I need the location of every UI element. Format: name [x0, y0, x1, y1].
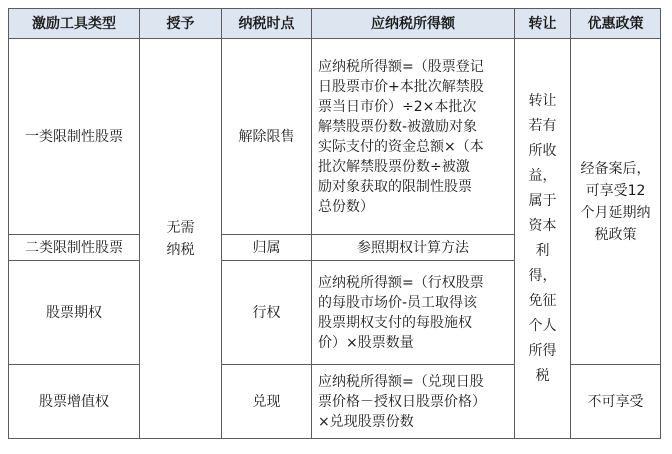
benefit-text: 经备案后，可享受12个月延期纳税政策 [580, 160, 651, 243]
formula-cell [312, 39, 515, 235]
grant-text: 无需纳税 [166, 219, 195, 258]
formula-cell: 参照期权计算方法 [312, 235, 515, 261]
formula-line: 解禁股票份数-被激励对象 [318, 118, 478, 135]
formula-line: 批次解禁股票份数÷被激 [318, 158, 470, 175]
header-tool-type: 激励工具类型 [9, 9, 140, 39]
formula-line: 励对象获取的限制性股票 [318, 178, 472, 195]
tax-table [8, 8, 661, 439]
formula-line: 票当日市价）÷2×本批次 [318, 98, 477, 115]
transfer-text: 转让若有所收益，属于资本利得，免征个人所得税 [528, 92, 557, 384]
formula-line: 实际支付的资金总额×（本 [318, 138, 484, 155]
table-row [9, 39, 661, 235]
formula-line: 应纳税所得额=（行权股票 [318, 274, 484, 291]
header-taxable-income: 应纳税所得额 [312, 9, 515, 39]
formula-line: 总份数） [318, 198, 374, 215]
tax-timing-cell: 兑现 [222, 365, 312, 439]
formula-line: 应纳税所得额=（兑现日股 [318, 373, 484, 390]
formula-line: 股票期权支付的每股施权 [318, 314, 472, 331]
formula-line: 日股票市价+本批次解禁股 [318, 78, 484, 95]
formula-line: ×兑现股票份数 [318, 413, 414, 430]
tool-type-cell: 股票期权 [9, 261, 140, 365]
header-row [9, 9, 661, 39]
grant-cell [140, 39, 222, 439]
transfer-cell [515, 39, 571, 439]
benefit-sar-cell: 不可享受 [571, 365, 661, 439]
tax-timing-cell: 解除限售 [222, 39, 312, 235]
formula-line: 应纳税所得额=（股票登记 [318, 58, 484, 75]
header-tax-timing: 纳税时点 [222, 9, 312, 39]
formula-line: 的每股市场价-员工取得该 [318, 294, 478, 311]
formula-cell [312, 365, 515, 439]
tool-type-cell: 股票增值权 [9, 365, 140, 439]
tool-type-cell: 一类限制性股票 [9, 39, 140, 235]
formula-line: 票价格－授权日股票价格） [318, 393, 486, 410]
tax-timing-cell: 归属 [222, 235, 312, 261]
header-benefit: 优惠政策 [571, 9, 661, 39]
header-transfer: 转让 [515, 9, 571, 39]
tax-timing-cell: 行权 [222, 261, 312, 365]
tool-type-cell: 二类限制性股票 [9, 235, 140, 261]
header-grant: 授予 [140, 9, 222, 39]
formula-line: 价）×股票数量 [318, 334, 414, 351]
benefit-cell [571, 39, 661, 365]
formula-cell [312, 261, 515, 365]
